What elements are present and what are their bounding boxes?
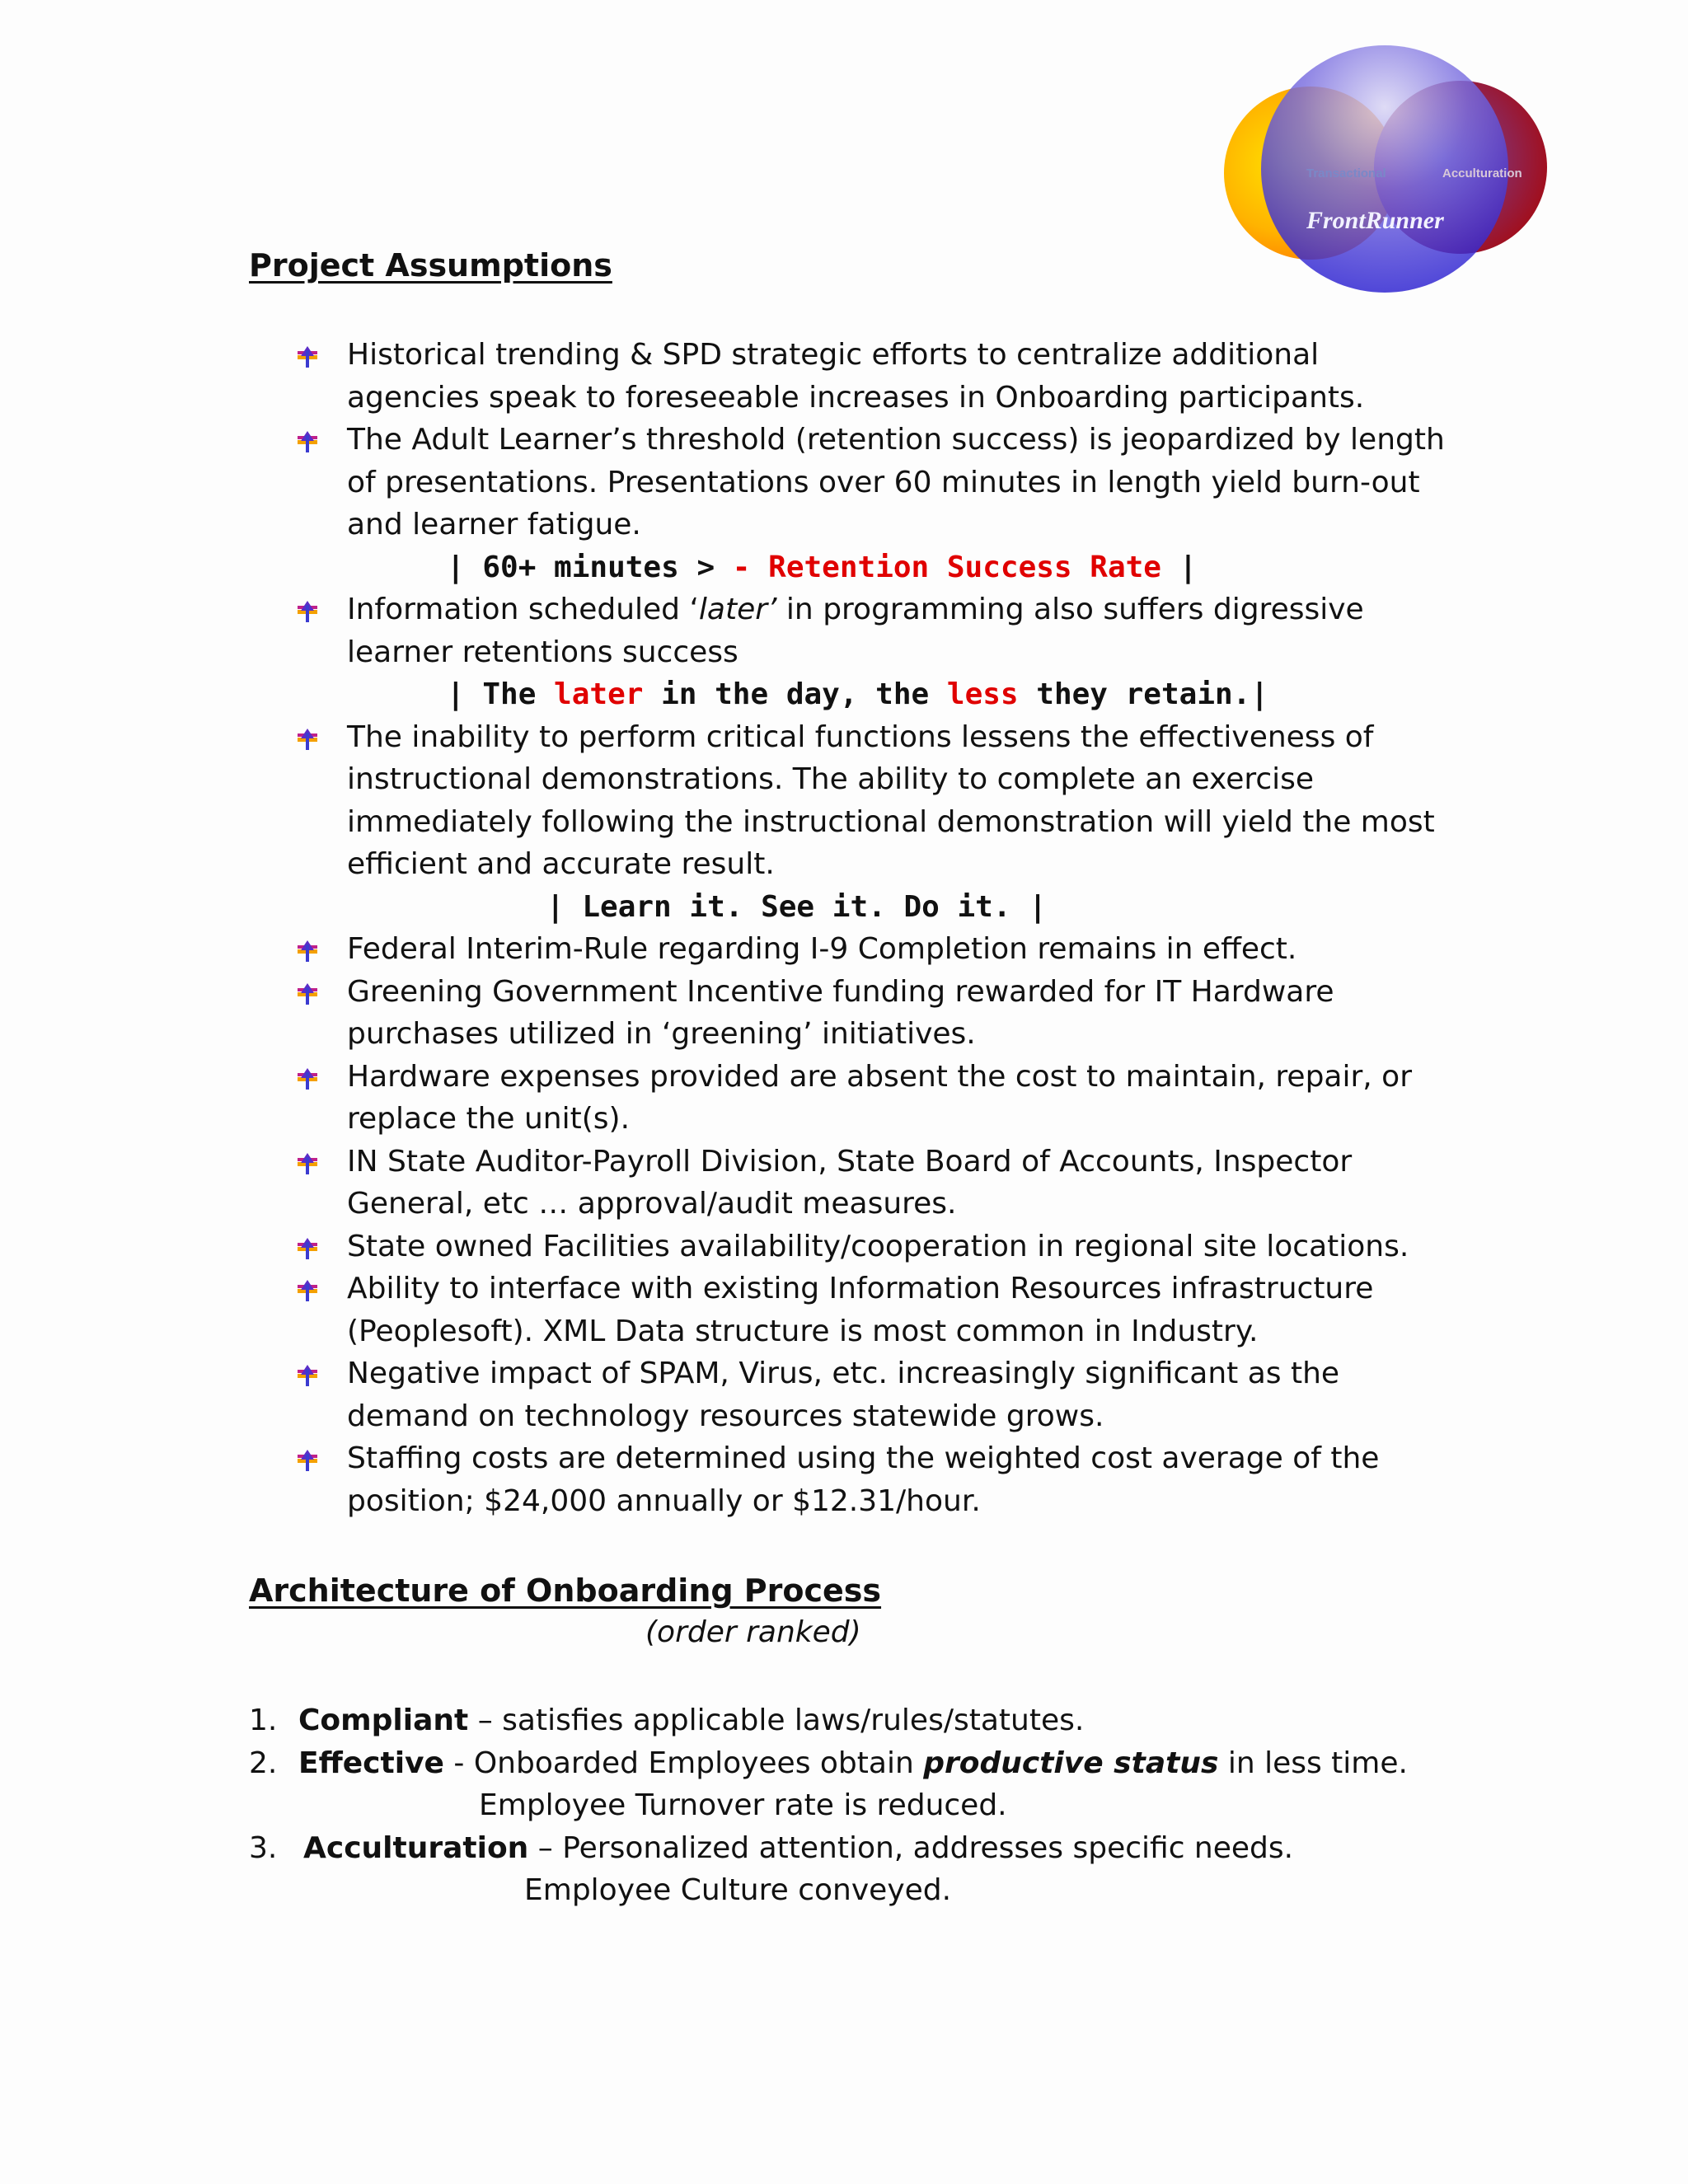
logo-label-acculturation: Acculturation xyxy=(1442,166,1522,180)
list-item: Federal Interim-Rule regarding I-9 Completion remains in effect. xyxy=(293,928,1447,971)
architecture-list xyxy=(249,1699,1485,1912)
callout-learn-see-do: | Learn it. See it. Do it. | xyxy=(546,889,1047,924)
list-item: Greening Government Incentive funding rewarded for IT Hardware purchases utilized in ‘greening’ initiatives. xyxy=(293,971,1447,1056)
callout-retention: | 60+ minutes > - Retention Success Rate | xyxy=(447,550,1198,584)
list-item: 2. Effective - Onboarded Employees obtain productive status in less time. xyxy=(249,1746,1408,1780)
list-item: Historical trending & SPD strategic efforts to centralize additional agencies speak to foreseeable increases in Onboarding participants. xyxy=(293,334,1447,419)
list-item: The Adult Learner’s threshold (retention success) is jeopardized by length of presentations. Presentations over 60 minutes in length yield burn-out and learner fatigue. xyxy=(293,419,1447,546)
logo-brand: FrontRunner xyxy=(1306,207,1444,234)
list-item-continuation: Employee Turnover rate is reduced. xyxy=(479,1788,1007,1822)
section-title-architecture: Architecture of Onboarding Process xyxy=(249,1572,882,1609)
list-item: Hardware expenses provided are absent the cost to maintain, repair, or replace the unit(s). xyxy=(293,1056,1447,1141)
frontrunner-logo xyxy=(1212,45,1558,309)
list-item-continuation: Employee Culture conveyed. xyxy=(524,1873,952,1907)
logo-label-transactional: Transactional xyxy=(1306,166,1386,180)
bullet-arrow-icon xyxy=(296,1364,319,1387)
bullet-arrow-icon xyxy=(296,1237,319,1260)
bullet-arrow-icon xyxy=(296,1152,319,1175)
bullet-arrow-icon xyxy=(296,1067,319,1090)
bullet-arrow-icon xyxy=(296,940,319,963)
section-title-assumptions: Project Assumptions xyxy=(249,247,612,284)
bullet-arrow-icon xyxy=(296,600,319,623)
bullet-arrow-icon xyxy=(296,1449,319,1472)
bullet-arrow-icon xyxy=(296,430,319,453)
list-item: Information scheduled ‘later’ in programming also suffers digressive learner retentions success xyxy=(293,588,1447,673)
bullet-arrow-icon xyxy=(296,1279,319,1302)
section-subtitle-order-ranked: (order ranked) xyxy=(645,1615,861,1649)
list-item: IN State Auditor-Payroll Division, State Board of Accounts, Inspector General, etc … approval/audit measures. xyxy=(293,1141,1447,1226)
bullet-arrow-icon xyxy=(296,345,319,368)
list-item: 1. Compliant – satisfies applicable laws/rules/statutes. xyxy=(249,1704,1085,1737)
assumptions-list xyxy=(293,334,1447,1522)
bullet-arrow-icon xyxy=(296,982,319,1005)
list-item: The inability to perform critical functions lessens the effectiveness of instructional demonstrations. The ability to complete an exercise immediately following the instructional demonstration will yield the most efficient and accurate result. xyxy=(293,716,1447,886)
list-item: Staffing costs are determined using the weighted cost average of the position; $24,000 annually or $12.31/hour. xyxy=(293,1437,1447,1522)
list-item: Ability to interface with existing Information Resources infrastructure (Peoplesoft). XML Data structure is most common in Industry. xyxy=(293,1268,1447,1352)
bullet-arrow-icon xyxy=(296,728,319,751)
callout-later-less: | The later in the day, the less they retain.| xyxy=(447,677,1269,711)
list-item: 3. Acculturation – Personalized attention, addresses specific needs. xyxy=(249,1830,1294,1865)
list-item: Negative impact of SPAM, Virus, etc. increasingly significant as the demand on technology resources statewide grows. xyxy=(293,1352,1447,1437)
list-item: State owned Facilities availability/cooperation in regional site locations. xyxy=(293,1226,1447,1268)
